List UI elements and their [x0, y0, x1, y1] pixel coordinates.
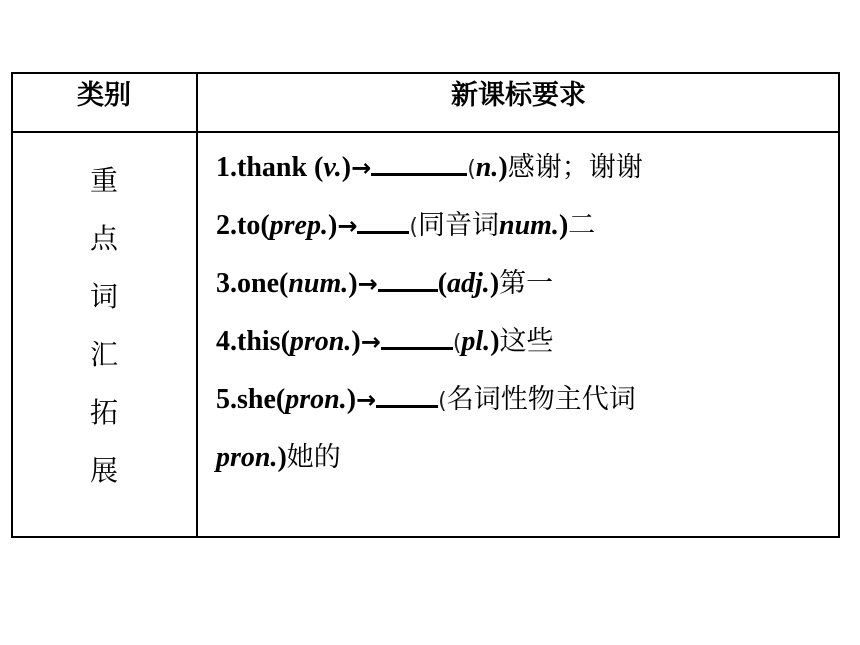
exercise-list [216, 139, 836, 487]
arrow-icon: → [337, 212, 358, 240]
exercise-item-3: 3.one(num.)→ (adj.)第一 [216, 268, 554, 299]
table-border-right [838, 72, 840, 538]
arrow-icon: → [351, 154, 372, 182]
exercise-item-1: 1.thank (v.)→ (n.)感谢；谢谢 [216, 152, 643, 183]
exercise-item-5-continued: pron.)她的 [216, 442, 341, 473]
arrow-icon: → [357, 270, 378, 298]
exercise-item-2: 2.to(prep.)→ (同音词num.)二 [216, 210, 596, 241]
header-requirement: 新课标要求 [451, 80, 586, 111]
vocab-table [11, 72, 840, 538]
header-divider [11, 131, 840, 133]
answer-blank[interactable] [376, 383, 438, 408]
answer-blank[interactable] [357, 209, 409, 234]
category-char: 展 [89, 454, 118, 487]
category-char: 词 [89, 280, 118, 313]
category-char: 汇 [89, 338, 118, 371]
answer-blank[interactable] [378, 267, 438, 292]
header-category: 类别 [77, 80, 131, 111]
arrow-icon: → [356, 386, 377, 414]
category-label [11, 152, 197, 500]
category-char: 点 [89, 222, 118, 255]
table-border-bottom [11, 536, 840, 538]
category-char: 重 [89, 164, 118, 197]
answer-blank[interactable] [371, 151, 467, 176]
answer-blank[interactable] [381, 325, 453, 350]
category-char: 拓 [89, 396, 118, 429]
arrow-icon: → [360, 328, 381, 356]
exercise-item-4: 4.this(pron.)→ (pl.)这些 [216, 326, 554, 357]
table-border-top [11, 72, 840, 74]
exercise-item-5: 5.she(pron.)→ (名词性物主代词 [216, 384, 636, 415]
